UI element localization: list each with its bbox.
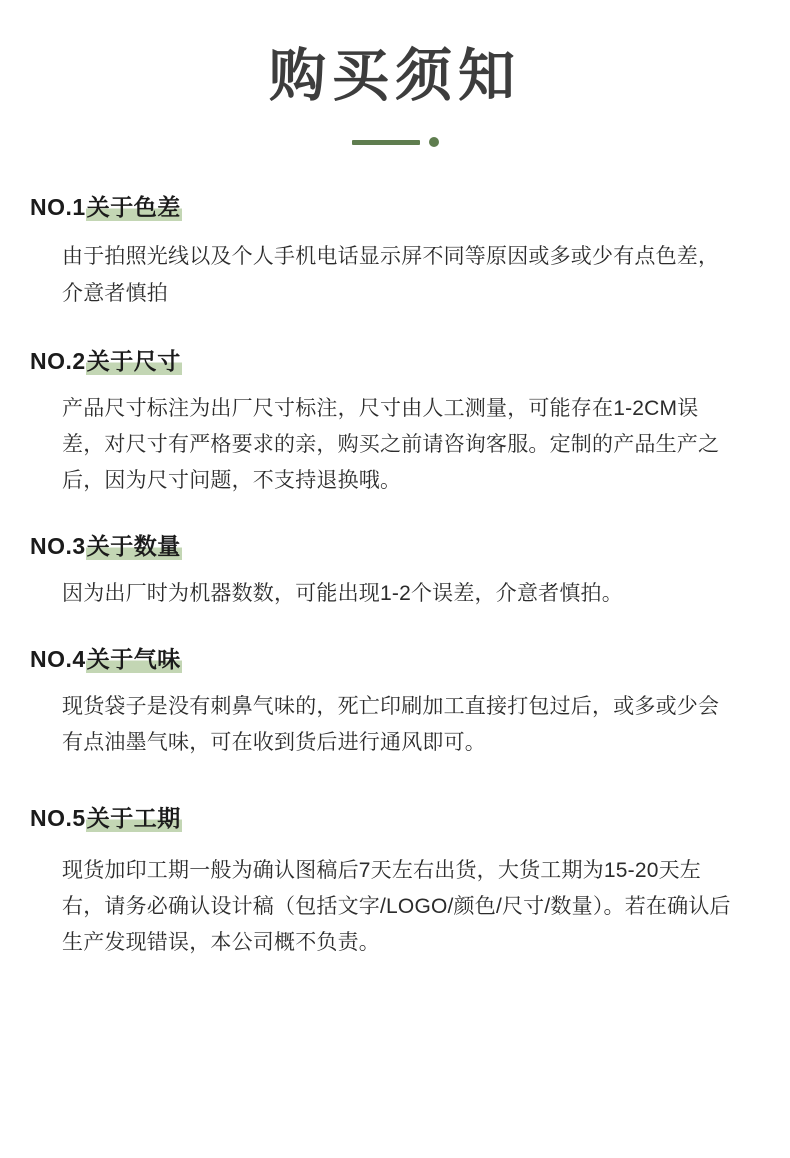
section-2-heading xyxy=(30,346,182,377)
section-5-body xyxy=(30,853,758,961)
section-4-body xyxy=(30,689,758,761)
section-2-number: NO.2 xyxy=(30,347,86,374)
section-3-number: NO.3 xyxy=(30,533,86,560)
section-4-number: NO.4 xyxy=(30,646,86,673)
page-title: 购买须知 xyxy=(269,44,521,108)
section-3-body xyxy=(30,576,758,612)
section-5-heading xyxy=(30,803,182,834)
section-1-heading xyxy=(30,192,182,223)
section-4-heading xyxy=(30,644,182,675)
section-1-number: NO.1 xyxy=(30,194,86,221)
section-1-body xyxy=(30,239,758,311)
notice-section-4 xyxy=(30,644,758,761)
divider-dot-icon xyxy=(429,137,439,147)
section-3-title: 关于数量 xyxy=(86,533,181,560)
title-divider xyxy=(0,136,790,148)
section-1-title: 关于色差 xyxy=(86,194,181,221)
page-header xyxy=(0,0,790,148)
divider-bar-icon xyxy=(352,140,420,145)
section-1-paragraph: 由于拍照光线以及个人手机电话显示屏不同等原因或多或少有点色差，介意者慎拍 xyxy=(62,245,720,305)
notice-section-5 xyxy=(30,803,758,960)
notice-sections xyxy=(0,192,790,960)
section-5-number: NO.5 xyxy=(30,805,86,832)
notice-section-1 xyxy=(30,192,758,311)
section-4-title: 关于气味 xyxy=(86,646,181,673)
notice-section-2 xyxy=(30,346,758,499)
notice-section-3 xyxy=(30,531,758,612)
section-2-title: 关于尺寸 xyxy=(86,347,181,374)
section-5-paragraph: 现货加印工期一般为确认图稿后7天左右出货，大货工期为15-20天左右，请务必确认设计稿（包括文字/LOGO/颜色/尺寸/数量）。若在确认后生产发现错误，本公司概不负责。 xyxy=(62,858,731,954)
section-3-paragraph: 因为出厂时为机器数数，可能出现1-2个误差，介意者慎拍。 xyxy=(62,582,623,606)
section-3-heading xyxy=(30,531,182,562)
section-5-title: 关于工期 xyxy=(86,805,181,832)
section-2-paragraph: 产品尺寸标注为出厂尺寸标注，尺寸由人工测量，可能存在1-2CM误差，对尺寸有严格要求的亲，购买之前请咨询客服。定制的产品生产之后，因为尺寸问题，不支持退换哦。 xyxy=(62,396,720,492)
section-4-paragraph: 现货袋子是没有刺鼻气味的，死亡印刷加工直接打包过后，或多或少会有点油墨气味，可在收到货后进行通风即可。 xyxy=(62,695,720,755)
section-2-body xyxy=(30,391,758,499)
